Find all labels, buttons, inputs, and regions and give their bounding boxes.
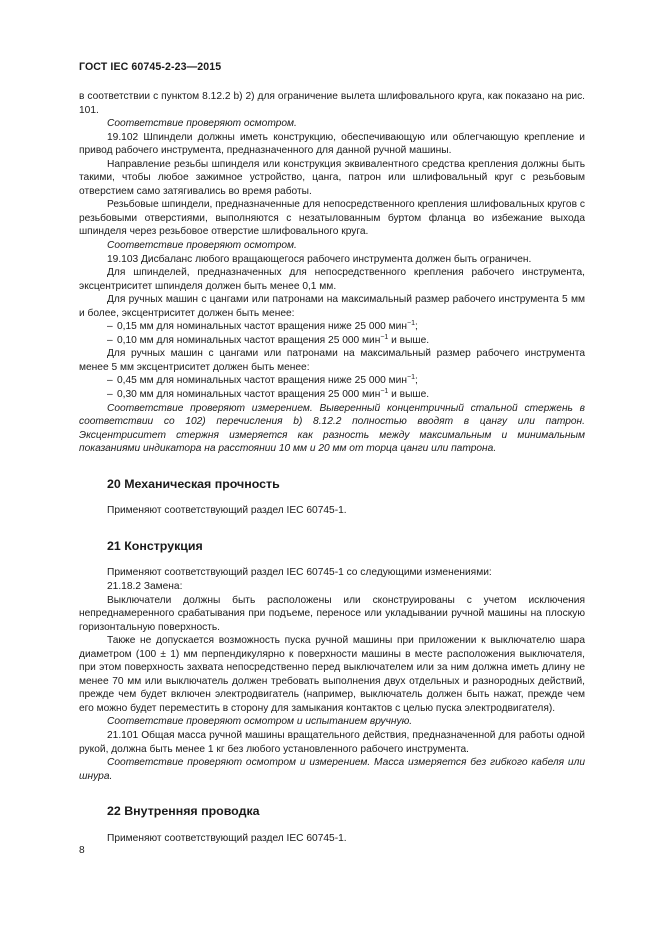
paragraph: Применяют соответствующий раздел IEC 60745-1 со следующими изменениями: (107, 567, 492, 579)
section-heading-20: 20 Механическая прочность (107, 476, 280, 491)
clause-19-103: 19.103 Дисбаланс любого вращающегося рабочего инструмента должен быть ограничен. (107, 253, 532, 265)
page-number: 8 (79, 845, 85, 856)
section-heading-22: 22 Внутренняя проводка (107, 804, 260, 819)
list-item: – 0,15 мм для номинальных частот вращения ниже 25 000 мин$^{-1}$; (107, 320, 418, 333)
list-item: – 0,45 мм для номинальных частот вращения ниже 25 000 мин$^{-1}$; (107, 374, 418, 387)
section-heading-21: 21 Конструкция (107, 538, 203, 553)
paragraph: Применяют соответствующий раздел IEC 60745-1. (107, 505, 347, 517)
clause-21-18-2: 21.18.2 Замена: (107, 580, 183, 592)
clause-19-102: 19.102 Шпиндели должны иметь конструкцию, обеспечивающую или облегчающую крепление и привод рабочего инструмента, предназначенного для данной ручной машины. (79, 131, 585, 157)
list-item: – 0,30 мм для номинальных частот вращения 25 000 мин$^{-1}$ и выше. (107, 388, 430, 401)
document-body (79, 90, 585, 845)
document-header: ГОСТ IEC 60745-2-23—2015 (79, 61, 222, 73)
compliance-note: Соответствие проверяют осмотром. (107, 118, 297, 130)
paragraph: Также не допускается возможность пуска ручной машины при приложении к выключателю шара диаметром (100 ± 1) мм перпендикулярно к поверхности машины в месте расположения выключателя, при этом поверхность захвата непосредственно перед выключателем или за ним должна иметь длину не менее 70 мм или выключатель должен требовать выполнения двух отдельных и разнородных действий, прежде чем будет включен электродвигатель (например, выключатель должен быть нажат, прежде чем его можно будет переместить в сторону для замыкания контактов с целью пуска электродвигателя). (79, 635, 585, 714)
paragraph: Применяют соответствующий раздел IEC 60745-1. (107, 832, 347, 844)
paragraph: Резьбовые шпиндели, предназначенные для непосредственного крепления шлифовальных кругов с резьбовыми отверстиями, выполняются с незатылованным буртом фланца во избежание выхода шпинделя через резьбовое отверстие шлифовального круга. (79, 199, 585, 238)
compliance-note: Соответствие проверяют измерением. Выверенный концентричный стальной стержень в соответствии со 102) перечисления b) 8.12.2 полностью вводят в цангу или патрон. Эксцентриситет стержня измеряется как разность между максимальным и минимальным показаниями индикатора на расстоянии 10 мм и 20 мм от торца цанги или патрона. (79, 402, 585, 455)
paragraph: Для ручных машин с цангами или патронами на максимальный размер рабочего инструмента 5 мм и более, эксцентриситет должен быть менее: (79, 294, 585, 319)
paragraph: в соответствии с пунктом 8.12.2 b) 2) для ограничение вылета шлифовального круга, как показано на рис. 101. (79, 91, 585, 116)
clause-21-101: 21.101 Общая масса ручной машины вращательного действия, предназначенной для работы одной рукой, должна быть менее 1 кг без любого установленного рабочего инструмента. (79, 729, 585, 755)
paragraph: Для шпинделей, предназначенных для непосредственного крепления рабочего инструмента, эксцентриситет шпинделя должен быть менее 0,1 мм. (79, 267, 585, 292)
paragraph: Выключатели должны быть расположены или сконструированы с учетом исключения непреднамеренного срабатывания при подъеме, переносе или укладывании ручной машины на плоскую горизонтальную поверхность. (79, 594, 585, 633)
paragraph: Для ручных машин с цангами или патронами на максимальный размер рабочего инструмента менее 5 мм эксцентриситет должен быть менее: (79, 348, 585, 373)
compliance-note: Соответствие проверяют осмотром и испытанием вручную. (107, 716, 413, 728)
compliance-note: Соответствие проверяют осмотром. (107, 240, 297, 252)
compliance-note: Соответствие проверяют осмотром и измерением. Масса измеряется без гибкого кабеля или шнура. (79, 757, 585, 782)
list-item: – 0,10 мм для номинальных частот вращения 25 000 мин$^{-1}$ и выше. (107, 333, 430, 346)
paragraph: Направление резьбы шпинделя или конструкция эквивалентного средства крепления должны быть такими, чтобы любое зажимное устройство, цанга, патрон или шлифовальный круг с резьбовым отверстием само затягивались во время работы. (79, 158, 585, 197)
